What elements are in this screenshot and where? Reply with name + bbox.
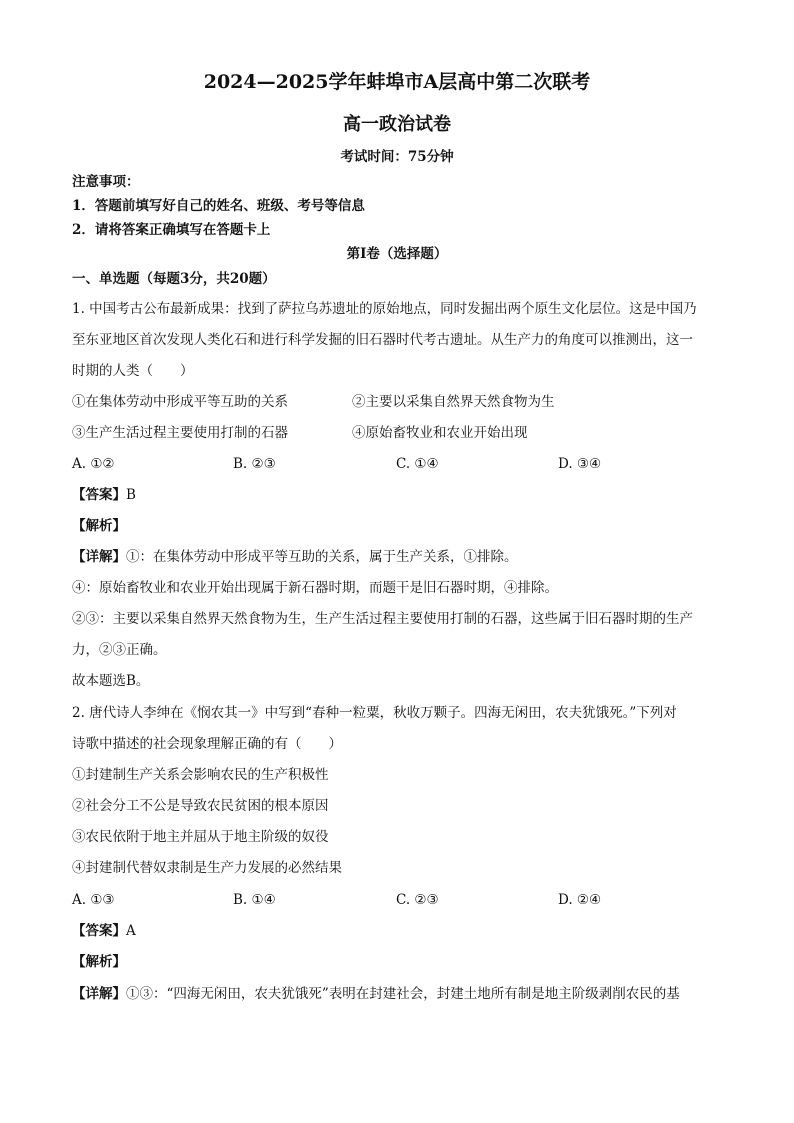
q1-explanation-line-1: 【详解】①：在集体劳动中形成平等互助的关系，属于生产关系，①排除。 <box>72 549 518 565</box>
q2-option-b: B. ①④ <box>233 892 276 908</box>
notes-item-1: 1．答题前填写好自己的姓名、班级、考号等信息 <box>72 198 365 214</box>
volume-title: 第Ⅰ卷（选择题） <box>346 246 448 262</box>
q1-option-b: B. ②③ <box>233 456 276 472</box>
exam-time: 考试时间：75分钟 <box>340 149 454 165</box>
q2-stem-line-1: 2. 唐代诗人李绅在《悯农其一》中写到“春种一粒粟，秋收万颗子。四海无闲田，农夫犹饿死。”下列对 <box>72 705 677 721</box>
q1-answer <box>72 486 136 504</box>
q1-option-c: C. ①④ <box>396 456 439 472</box>
answer-tag: 【答案】 <box>72 487 126 503</box>
q2-explanation-line-1: 【详解】①③：“四海无闲田，农夫犹饿死”表明在封建社会，封建土地所有制是地主阶级剥削农民的基 <box>72 986 680 1002</box>
q2-statement-1: ①封建制生产关系会影响农民的生产积极性 <box>72 767 329 783</box>
exam-subtitle: 高一政治试卷 <box>343 114 451 135</box>
q1-stem-line-2: 至东亚地区首次发现人类化石和进行科学发掘的旧石器时代考古遗址。从生产力的角度可以推测出，这一 <box>72 332 693 348</box>
q2-option-c: C. ②③ <box>396 892 439 908</box>
detail-tag: 【详解】 <box>72 986 126 1002</box>
q1-statement-4: ④原始畜牧业和农业开始出现 <box>352 425 528 441</box>
q2-answer <box>72 922 136 940</box>
q2-analysis-tag: 【解析】 <box>72 954 126 970</box>
q2-stem-line-2: 诗歌中描述的社会现象理解正确的有（ ） <box>72 736 342 752</box>
notes-item-2: 2．请将答案正确填写在答题卡上 <box>72 222 271 238</box>
answer-tag: 【答案】 <box>72 923 126 939</box>
q2-option-a: A. ①③ <box>72 892 115 908</box>
q2-option-d: D. ②④ <box>558 892 602 908</box>
q1-statement-1: ①在集体劳动中形成平等互助的关系 <box>72 394 288 410</box>
part-title: 一、单选题（每题3分，共20题） <box>72 271 276 287</box>
exam-title: 2024—2025学年蚌埠市A层高中第二次联考 <box>203 71 591 93</box>
q1-option-a: A. ①② <box>72 456 115 472</box>
q1-explanation-line-2: ④：原始畜牧业和农业开始出现属于新石器时期，而题干是旧石器时期，④排除。 <box>72 580 558 596</box>
q1-explanation-line-4: 力，②③正确。 <box>72 642 167 658</box>
q2-statement-4: ④封建制代替奴隶制是生产力发展的必然结果 <box>72 860 342 876</box>
q1-option-d: D. ③④ <box>558 456 602 472</box>
q1-analysis-tag: 【解析】 <box>72 518 126 534</box>
detail-tag: 【详解】 <box>72 549 126 565</box>
q1-answer-value: B <box>126 487 136 503</box>
notes-heading: 注意事项： <box>72 174 140 190</box>
q1-explanation-line-3: ②③：主要以采集自然界天然食物为生，生产生活过程主要使用打制的石器，这些属于旧石器时期的生产 <box>72 611 693 627</box>
q1-stem-line-1: 1. 中国考古公布最新成果：找到了萨拉乌苏遗址的原始地点，同时发掘出两个原生文化层位。这是中国乃 <box>72 301 697 317</box>
q1-statement-2: ②主要以采集自然界天然食物为生 <box>352 394 555 410</box>
q1-explanation-line-5: 故本题选B。 <box>72 673 150 689</box>
q1-stem-line-3: 时期的人类（ ） <box>72 363 194 379</box>
q2-statement-3: ③农民依附于地主并屈从于地主阶级的奴役 <box>72 829 329 845</box>
q1-statement-3: ③生产生活过程主要使用打制的石器 <box>72 425 288 441</box>
q2-answer-value: A <box>126 923 136 939</box>
q2-statement-2: ②社会分工不公是导致农民贫困的根本原因 <box>72 798 329 814</box>
